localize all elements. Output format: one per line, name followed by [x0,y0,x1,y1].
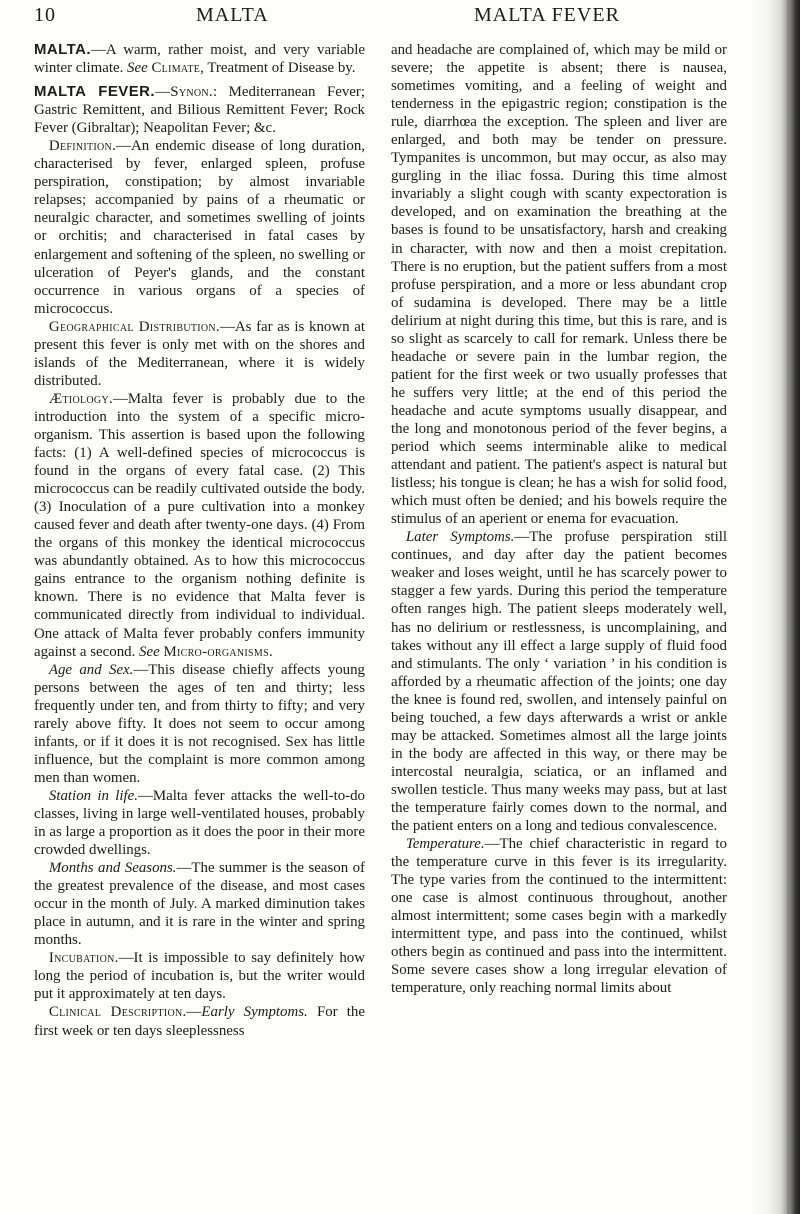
subsection-label: Age and Sex. [48,661,134,678]
see-label: See [139,643,160,660]
section-label: Ætiology. [48,390,113,407]
subsection-label: Early Symptoms. [201,1004,308,1021]
section-label: Geographical Distribution. [48,318,220,335]
synonym-label: —Synon. [155,84,213,101]
paragraph-text: —Malta fever attacks the well-to-do classes, living in large well-ventilated houses, probably in as large a proportion as it does the poor in their more crowded dwellings. [34,787,365,859]
paragraph-station [34,787,365,859]
section-label: Incubation. [48,950,119,967]
running-head [34,4,746,36]
paragraph-text: —The summer is the season of the greatest prevalence of the disease, and most cases occur in the month of July. A marked diminution takes place in autumn, and it is rare in the winter and spring months. [34,860,366,949]
paragraph-incubation [34,949,365,1003]
paragraph-temperature [391,835,727,997]
paragraph-continued [391,41,727,528]
entry-text: , Treatment of Disease by. [200,60,356,77]
section-label: Definition. [48,138,117,155]
paragraph-clinical: Clinical Description.—Early Symptoms. For the first week or ten days sleeplessness [34,1004,365,1039]
paragraph-definition [34,137,365,317]
paragraph-distribution [34,318,365,390]
entry-text: : Mediterranean Fever; Gastric Remittent, and Bilious Remittent Fever; Rock Fever (Gibraltar); Neapolitan Fever; &c. [34,84,365,137]
subsection-label: Station in life. [48,787,139,804]
subsection-label: Months and Seasons. [48,860,177,877]
page-number: 10 [34,4,56,26]
subsection-label: Later Symptoms. [405,529,515,546]
paragraph-aetiology [34,390,365,661]
paragraph-text: —An endemic disease of long duration, characterised by fever, enlarged spleen, profuse perspiration, constipation; by almost invariable relapses; accompanied by pains of a rheumatic or neuralgic character, and sometimes swelling of joints or orchitis; and characterised in fatal cases by enlargement and softening of the spleen, no swelling or ulceration of Peyer's glands, and the constant occurrence in various organs of a species of micrococcus. [34,138,365,317]
entry-heading: MALTA. [34,42,92,58]
section-label: Clinical Description. [48,1004,187,1021]
paragraph-seasons [34,859,365,949]
paragraph-text: For the first week or ten days sleeplessness [34,1004,365,1039]
paragraph-text: —This disease chiefly affects young persons between the ages of ten and thirty; less frequently under ten, and from thirty to fifty; and very rarely above fifty. It does not seem to occur among infants, or if it does it is not recognised. Sex has little influence, but the complaint is more common among men than women. [34,661,366,786]
paragraph-text: —It is impossible to say definitely how long the period of incubation is, but the writer would put it approximately at ten days. [34,950,365,1003]
paragraph-text: —Malta fever is probably due to the introduction into the system of a specific micro-organism. This assertion is based upon the following facts: (1) A well-defined species of micrococcus is found in the organs of every fatal case. (2) This micrococcus can be readily cultivated outside the body. (3) Inoculation of a pure cultivation into a monkey caused fever and death after twenty-one days. (4) From the organs of this monkey the identical micrococcus was abundantly obtained. As to how this micrococcus gains entrance to the organism nothing definite is known. There is no evidence that Malta fever is communicated directly from individual to individual. One attack of Malta fever probably confers immunity against a second. [34,390,365,660]
paragraph-age-sex [34,661,365,787]
entry-text: —A warm, rather moist, and very variable winter climate. [34,42,365,77]
paragraph-later-symptoms [391,528,727,835]
page-binding-edge [787,0,790,1214]
entry-heading: MALTA FEVER. [34,84,156,101]
paragraph-text: —The chief characteristic in regard to the temperature curve in this fever is its irregularity. The type varies from the continued to the intermittent: one case is almost continuous throughout, another almost intermittent; some cases begin with a markedly intermittent type, and pass into the continued, whilst others begin as continued and pass into the intermittent. Some severe cases show a long irregular elevation of temperature, only reaching normal limits about [391,836,727,997]
running-title-left: MALTA [196,4,269,26]
right-column [391,41,727,997]
left-column [34,41,365,1040]
paragraph-text: —As far as is known at present this fever is only met with on the shores and islands of the Mediterranean, where it is widely distributed. [34,318,365,389]
see-label: See [127,60,148,77]
running-title-right: MALTA FEVER [474,4,620,26]
paragraph-text: and headache are complained of, which may be mild or severe; the appetite is absent; there is nausea, sometimes vomiting, and a feeling of weight and tenderness in the epigastric region; constipation is the rule, diarrhœa the exception. The spleen and liver are enlarged, and both may be tender on pressure. Tympanites is uncommon, but may occur, as also may gurgling in the iliac fossa. During this time almost invariably a slight cough with scanty expectoration is developed, and on examination the breathing at the bases is found to be unsatisfactory, harsh and creaking in character, with now and then a moist crepitation. There is no eruption, but the patient suffers from a most profuse perspiration, and a more or less abundant crop of sudamina is developed. There may be a little delirium at night during this time, but this is rare, and is so slight as scarcely to call for remark. Unless there be headache or severe pain in the lumbar region, the patient for the first week or two usually professes that he suffers very little; at the end of this period the headache and acute symptoms usually disappear, and the long and monotonous period of the fever begins, a period which seems interminable alike to medical attendant and patient. The patient's aspect is natural but listless; his tongue is clean; he has a wish for solid food, which must often be denied; and his bowels require the stimulus of an aperient or enema for evacuation. [391,42,727,528]
entry-malta [34,41,365,77]
paragraph-text: —The profuse perspiration still continues, and day after day the patient becomes weaker and loses weight, until he has scarcely power to stagger a few yards. During this period the temperature often ranges high. The patient sleeps moderately well, has no delirium or restlessness, is uncomplaining, and takes without any ill effect a large supply of fluid food and stimulants. The only ‘ variation ’ in his condition is afforded by a rheumatic affection of the joints; one day the knee is found red, swollen, and intensely painful on being touched, a few days afterwards a wrist or ankle may be attacked. Sometimes almost all the large joints in the body are affected in this way, or there may be intercostal neuralgia, sciatica, or an inflamed and swollen testicle. Thus many weeks may pass, but at last the temperature fairly comes down to the normal, and the patient enters on a long and tedious convalescence. [391,529,727,835]
cross-reference: Climate [151,60,201,77]
entry-malta-fever [34,83,365,137]
subsection-label: Temperature. [405,836,485,853]
paragraph-text: . [268,643,273,660]
page-binding-shadow [752,0,800,1214]
cross-reference: Micro-organisms [163,643,269,660]
